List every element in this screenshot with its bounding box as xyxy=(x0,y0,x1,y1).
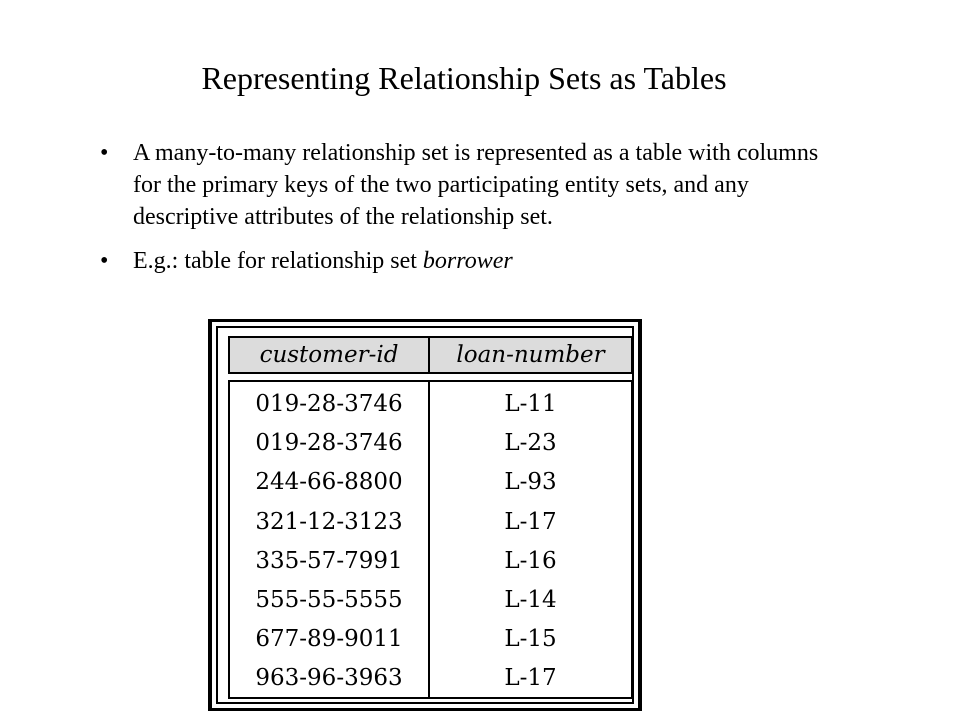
bullet-text-prefix: E.g.: table for relationship set xyxy=(133,248,423,274)
customer-id-column xyxy=(230,382,430,697)
bullet-item xyxy=(96,137,836,233)
table-cell-customer-id: 963-96-3963 xyxy=(255,665,403,692)
table-cell-customer-id: 321-12-3123 xyxy=(255,508,403,535)
table-cell-customer-id: 019-28-3746 xyxy=(255,430,403,457)
table-cell-customer-id: 019-28-3746 xyxy=(255,391,403,417)
relationship-set-name: borrower xyxy=(422,248,513,274)
table-cell-customer-id: 335-57-7991 xyxy=(255,547,403,574)
table-header xyxy=(228,336,633,374)
table-cell-loan-number: L-93 xyxy=(504,469,557,496)
table-cell-customer-id: 555-55-5555 xyxy=(255,587,403,614)
slide-title: Representing Relationship Sets as Tables xyxy=(201,60,727,96)
bullet-marker: • xyxy=(100,140,109,166)
table-cell-loan-number: L-11 xyxy=(504,391,557,417)
bullet-item xyxy=(96,245,836,277)
table-cell-loan-number: L-17 xyxy=(504,508,557,535)
bullet-marker: • xyxy=(100,248,109,274)
table-cell-loan-number: L-23 xyxy=(504,430,557,457)
table-cell-loan-number: L-17 xyxy=(504,665,557,692)
bullet-text xyxy=(133,245,836,277)
loan-number-column xyxy=(430,382,631,697)
table-body xyxy=(228,380,633,699)
borrower-table-figure xyxy=(208,319,642,711)
table-cell-customer-id: 244-66-8800 xyxy=(255,469,403,496)
column-header-loan-number: loan-number xyxy=(456,342,605,368)
table-cell-customer-id: 677-89-9011 xyxy=(255,626,403,653)
table-cell-loan-number: L-14 xyxy=(504,587,557,614)
table-cell-loan-number: L-15 xyxy=(504,626,557,653)
table-cell-loan-number: L-16 xyxy=(504,547,557,574)
column-header-customer-id: customer-id xyxy=(230,338,430,372)
bullet-list xyxy=(96,137,836,289)
bullet-text: A many-to-many relationship set is represented as a table with columns for the primary keys of the two participating entity sets, and any descriptive attributes of the relationship set. xyxy=(133,140,819,230)
